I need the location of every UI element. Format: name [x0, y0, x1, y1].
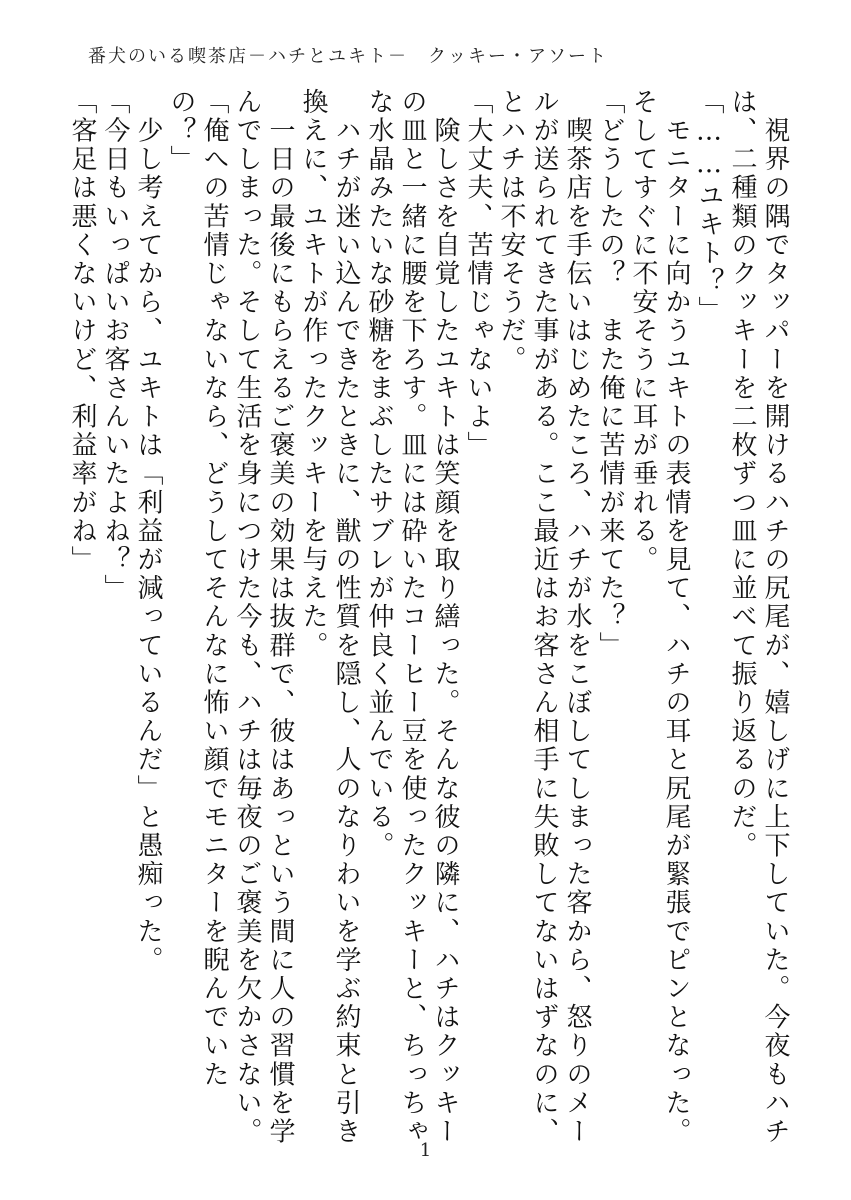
paragraph: 「俺への苦情じゃないなら、どうしてそんなに怖い顔でモニターを睨んでいたの？」: [166, 88, 229, 1089]
paragraph: ハチが迷い込んできたときに、獣の性質を隠し、人のなりわいを学ぶ約束と引き換えに、ユキトが作ったクッキーを与えた。: [298, 88, 361, 1147]
paragraph: 「今日もいっぱいお客さんいたよね？」: [100, 88, 130, 603]
paragraph: 「……ユキト？」: [694, 88, 724, 325]
page-number: 1: [419, 1140, 432, 1161]
paragraph: 「どうしたの？ また俺に苦情が来てた？」: [595, 88, 625, 660]
paragraph: 少し考えてから、ユキトは「利益が減っているんだ」と愚痴った。: [133, 88, 163, 975]
paragraph: 喫茶店を手伝いはじめたころ、ハチが水をこぼしてしまった客から、怒りのメールが送られてきた事がある。ここ最近はお客さん相手に失敗してないはずなのに、とハチは不安そうだ。: [496, 88, 592, 1147]
paragraph: モニターに向かうユキトの表情を見て、ハチの耳と尻尾が緊張でピンとなった。そしてすぐに不安そうに耳が垂れる。: [628, 88, 691, 1147]
paragraph: 視界の隅でタッパーを開けるハチの尻尾が、嬉しげに上下していた。今夜もハチは、二種類のクッキーを二枚ずつ皿に並べて振り返るのだ。: [727, 88, 790, 1147]
running-header: 番犬のいる喫茶店－ハチとユキト－ クッキー・アソート: [88, 46, 608, 67]
paragraph: 「客足は悪くないけど、利益率がね」: [67, 88, 97, 575]
paragraph: 険しさを自覚したユキトは笑顔を取り繕った。そんな彼の隣に、ハチはクッキーの皿と一緒に腰を下ろす。皿には砕いたコーヒー豆を使ったクッキーと、ちっちゃな水晶みたいな砂糖をまぶしたサブレが仲良く並んでいる。: [364, 88, 460, 1147]
paragraph: 一日の最後にもらえるご褒美の効果は抜群で、彼はあっという間に人の習慣を学んでしまった。そして生活を身につけた今も、ハチは毎夜のご褒美を欠かさない。: [232, 88, 295, 1147]
paragraph: 「大丈夫、苦情じゃないよ」: [463, 88, 493, 460]
vertical-body-text: [61, 88, 791, 1148]
